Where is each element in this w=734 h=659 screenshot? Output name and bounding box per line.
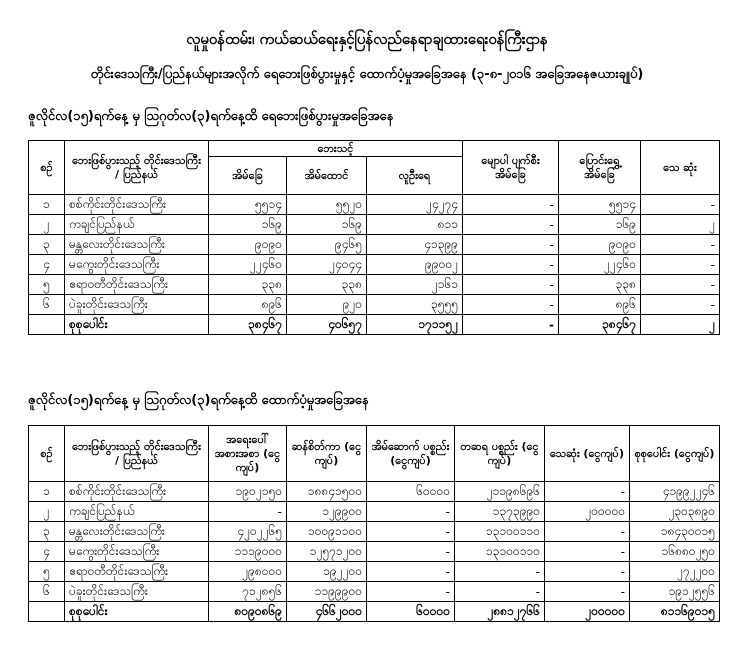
cell-household-goods: - <box>455 562 545 582</box>
total-label: စုစုပေါင်း <box>65 602 209 622</box>
cell-region: ပဲခူးတိုင်းဒေသကြီး <box>65 582 209 602</box>
document-subtitle: တိုင်းဒေသကြီး/ပြည်နယ်များအလိုက် ရေဘေးဖြစ်ပွားမှုနှင့် ထောက်ပံ့မှုအခြေအနေ (၃-၈-၂၀၁၆ အခြေအနေဇယားချုပ်) <box>90 67 644 82</box>
cell-household-goods: - <box>455 582 545 602</box>
cell-housing: - <box>367 562 455 582</box>
total-households: ၃၈၄၆၇ <box>209 315 287 335</box>
cell-families: ၅၅၂၀ <box>287 195 367 215</box>
cell-no: ၂ <box>29 215 65 235</box>
cell-rice: ၁၁၉၉၉၀၀ <box>287 582 367 602</box>
cell-rice: ၁၂၅၇၁၂၀၀ <box>287 542 367 562</box>
header-families: အိမ်ထောင် <box>287 157 367 195</box>
cell-families: ၁၆၉ <box>287 215 367 235</box>
cell-destroyed: - <box>463 275 559 295</box>
total-housing: ၆၀၀၀၀ <box>367 602 455 622</box>
cell-deaths: - <box>641 295 720 315</box>
cell-relocated: ၁၆၉ <box>559 215 641 235</box>
table-row <box>29 275 720 295</box>
cell-deaths: ၂ <box>641 215 720 235</box>
total-food: ၈၀၉၀၈၆၉ <box>209 602 287 622</box>
cell-total: ၄၁၉၉၂၂၄၆ <box>630 482 720 502</box>
cell-households: ၈၉၆ <box>209 295 287 315</box>
cell-housing: - <box>367 502 455 522</box>
cell-funeral: - <box>545 522 630 542</box>
cell-region: မကွေးတိုင်းဒေသကြီး <box>65 542 209 562</box>
cell-funeral: - <box>545 542 630 562</box>
cell-people: ၃၅၅၅ <box>367 295 463 315</box>
assistance-table <box>28 425 720 622</box>
total-label: စုစုပေါင်း <box>65 315 209 335</box>
total-people: ၁၇၁၁၅၂ <box>367 315 463 335</box>
cell-no: ၃ <box>29 522 65 542</box>
cell-total: ၁၈၄၃၀၀၁၅ <box>630 522 720 542</box>
cell-households: ၃၃၈ <box>209 275 287 295</box>
cell-housing: - <box>367 542 455 562</box>
cell-deaths: - <box>641 195 720 215</box>
cell-no: ၁ <box>29 482 65 502</box>
cell-food: ၄၂၀၂၂၆၅ <box>209 522 287 542</box>
cell-household-goods: ၁၃၇၃၉၉၀ <box>455 502 545 522</box>
table-row <box>29 195 720 215</box>
cell-households: ၉၀၉၀ <box>209 235 287 255</box>
cell-funeral: ၂၀၀၀၀၀ <box>545 502 630 522</box>
header-households: အိမ်ခြေ <box>209 157 287 195</box>
document-title: လူမှုဝန်ထမ်း၊ ကယ်ဆယ်ရေးနှင့်ပြန်လည်နေရာချထားရေးဝန်ကြီးဌာန <box>186 30 548 48</box>
cell-region: ကချင်ပြည်နယ် <box>65 502 209 522</box>
cell-total: ၂၇၂၂၀၀ <box>630 562 720 582</box>
cell-food: ၂၉၈၀၀၀ <box>209 562 287 582</box>
cell-housing: ၆၀၀၀၀ <box>367 482 455 502</box>
cell-region: မန္တလေးတိုင်းဒေသကြီး <box>65 235 209 255</box>
header-region: ဘေးဖြစ်ပွားသည့် တိုင်းဒေသကြီး / ပြည်နယ် <box>65 426 209 482</box>
cell-households: ၅၅၁၄ <box>209 195 287 215</box>
total-relocated: ၃၈၄၆၇ <box>559 315 641 335</box>
header-rice: ဆန်စိတ်ကာ (ငွေကျပ်) <box>287 426 367 482</box>
header-deaths: သေ ဆုံး <box>641 141 720 195</box>
cell-region: ပဲခူးတိုင်းဒေသကြီး <box>65 295 209 315</box>
cell-relocated: ၉၀၉၀ <box>559 235 641 255</box>
cell-families: ၉၄၆၅ <box>287 235 367 255</box>
cell-food: ၁၉၀၂၁၅၀ <box>209 482 287 502</box>
cell-total: ၁၉၁၂၅၅၆ <box>630 582 720 602</box>
total-families: ၄၀၆၅၇ <box>287 315 367 335</box>
cell-region: စစ်ကိုင်းတိုင်းဒေသကြီး <box>65 195 209 215</box>
cell-relocated: ၈၉၆ <box>559 295 641 315</box>
cell-no: ၆ <box>29 582 65 602</box>
header-no: စဉ် <box>29 426 65 482</box>
cell-housing: - <box>367 582 455 602</box>
table-row <box>29 482 720 502</box>
cell-no: ၄ <box>29 542 65 562</box>
cell-region: ကချင်ပြည်နယ် <box>65 215 209 235</box>
cell-funeral: - <box>545 562 630 582</box>
header-destroyed: မျောပါ ပျက်စီး အိမ်ခြေ <box>463 141 559 195</box>
cell-region: ဧရာဝတီတိုင်းဒေသကြီး <box>65 275 209 295</box>
cell-no: ၆ <box>29 295 65 315</box>
cell-destroyed: - <box>463 235 559 255</box>
section-heading-affected: ဇူလိုင်လ(၁၅)ရက်နေ့ မှ ဩဂုတ်လ(၃)ရက်နေ့ထိ ရေဘေးဖြစ်ပွားမှုအခြေအနေ <box>28 109 394 124</box>
table-row <box>29 582 720 602</box>
cell-region: မကွေးတိုင်းဒေသကြီး <box>65 255 209 275</box>
cell-destroyed: - <box>463 195 559 215</box>
header-people: လူဦးရေ <box>367 157 463 195</box>
table-row <box>29 295 720 315</box>
header-affected: ဘေးသင့် <box>209 141 463 157</box>
total-rice: ၄၆၆၂၀၀၀ <box>287 602 367 622</box>
header-household-goods: တဆရ ပစ္စည်း (ငွေကျပ်) <box>455 426 545 482</box>
cell-total: ၂၃၀၃၈၉၀ <box>630 502 720 522</box>
cell-destroyed: - <box>463 255 559 275</box>
cell-people: ၂၄၂၇၄ <box>367 195 463 215</box>
cell-household-goods: ၁၃၁၀၀၁၁၀ <box>455 522 545 542</box>
cell-no: ၁ <box>29 195 65 215</box>
cell-destroyed: - <box>463 295 559 315</box>
table-row <box>29 522 720 542</box>
affected-table <box>28 140 720 335</box>
cell-deaths: - <box>641 235 720 255</box>
cell-household-goods: ၁၃၁၀၀၁၁၀ <box>455 542 545 562</box>
cell-rice: ၁၉၂၂၀၀ <box>287 562 367 582</box>
cell-food: - <box>209 502 287 522</box>
table-row <box>29 542 720 562</box>
cell-household-goods: ၂၁၁၉၈၆၉၆ <box>455 482 545 502</box>
table-row <box>29 502 720 522</box>
total-row <box>29 315 720 335</box>
total-household-goods: ၂၈၈၁၂၇၆၆ <box>455 602 545 622</box>
cell-region: ဧရာဝတီတိုင်းဒေသကြီး <box>65 562 209 582</box>
cell-people: ၉၉၀၀၂ <box>367 255 463 275</box>
cell-relocated: ၅၅၁၄ <box>559 195 641 215</box>
header-region: ဘေးဖြစ်ပွားသည့် တိုင်းဒေသကြီး / ပြည်နယ် <box>65 141 209 195</box>
total-row <box>29 602 720 622</box>
cell-total: ၁၆၈၈၀၂၅၀ <box>630 542 720 562</box>
cell-food: ၁၁၁၉၀၀၀ <box>209 542 287 562</box>
header-food: အရေးပေါ် အစားအစာ (ငွေကျပ်) <box>209 426 287 482</box>
total-total: ၈၁၁၆၉၀၁၅ <box>630 602 720 622</box>
total-deaths: ၂ <box>641 315 720 335</box>
cell-rice: ၁၂၉၉၀၀ <box>287 502 367 522</box>
cell-relocated: ၂၂၄၆၀ <box>559 255 641 275</box>
cell-deaths: - <box>641 255 720 275</box>
cell-no: ၂ <box>29 502 65 522</box>
cell-households: ၁၆၉ <box>209 215 287 235</box>
cell-region: မန္တလေးတိုင်းဒေသကြီး <box>65 522 209 542</box>
cell-region: စစ်ကိုင်းတိုင်းဒေသကြီး <box>65 482 209 502</box>
table-row <box>29 215 720 235</box>
cell-rice: ၁၀၀၉၁၁၀၀ <box>287 522 367 542</box>
cell-people: ၄၁၃၉၉ <box>367 235 463 255</box>
cell-food: ၇၁၂၈၅၆ <box>209 582 287 602</box>
cell-families: ၉၂၀ <box>287 295 367 315</box>
cell-blank <box>29 602 65 622</box>
cell-destroyed: - <box>463 215 559 235</box>
section-heading-assistance: ဇူလိုင်လ(၁၅)ရက်နေ့ မှ ဩဂုတ်လ(၃)ရက်နေ့ထိ ထောက်ပံ့မှုအခြေအနေ <box>28 393 369 408</box>
cell-blank <box>29 315 65 335</box>
total-destroyed: - <box>463 315 559 335</box>
cell-funeral: - <box>545 582 630 602</box>
cell-housing: - <box>367 522 455 542</box>
table-row <box>29 255 720 275</box>
cell-deaths: - <box>641 275 720 295</box>
cell-no: ၃ <box>29 235 65 255</box>
table-row <box>29 235 720 255</box>
cell-no: ၅ <box>29 562 65 582</box>
cell-people: ၂၁၆၁ <box>367 275 463 295</box>
cell-funeral: - <box>545 482 630 502</box>
cell-families: ၃၃၈ <box>287 275 367 295</box>
cell-relocated: ၃၃၈ <box>559 275 641 295</box>
cell-people: ၈၁၁ <box>367 215 463 235</box>
cell-households: ၂၂၄၆၀ <box>209 255 287 275</box>
header-relocated: ပြောင်းရွှေ့ အိမ်ခြေ <box>559 141 641 195</box>
header-total: စုစုပေါင်း (ငွေကျပ်) <box>630 426 720 482</box>
cell-no: ၄ <box>29 255 65 275</box>
table-row <box>29 562 720 582</box>
header-housing: အိမ်ဆောက် ပစ္စည်း (ငွေကျပ်) <box>367 426 455 482</box>
cell-no: ၅ <box>29 275 65 295</box>
total-funeral: ၂၀၀၀၀၀ <box>545 602 630 622</box>
header-no: စဉ် <box>29 141 65 195</box>
header-funeral: သေဆုံး (ငွေကျပ်) <box>545 426 630 482</box>
cell-families: ၂၄၀၄၄ <box>287 255 367 275</box>
cell-rice: ၁၈၈၄၁၅၀၀ <box>287 482 367 502</box>
